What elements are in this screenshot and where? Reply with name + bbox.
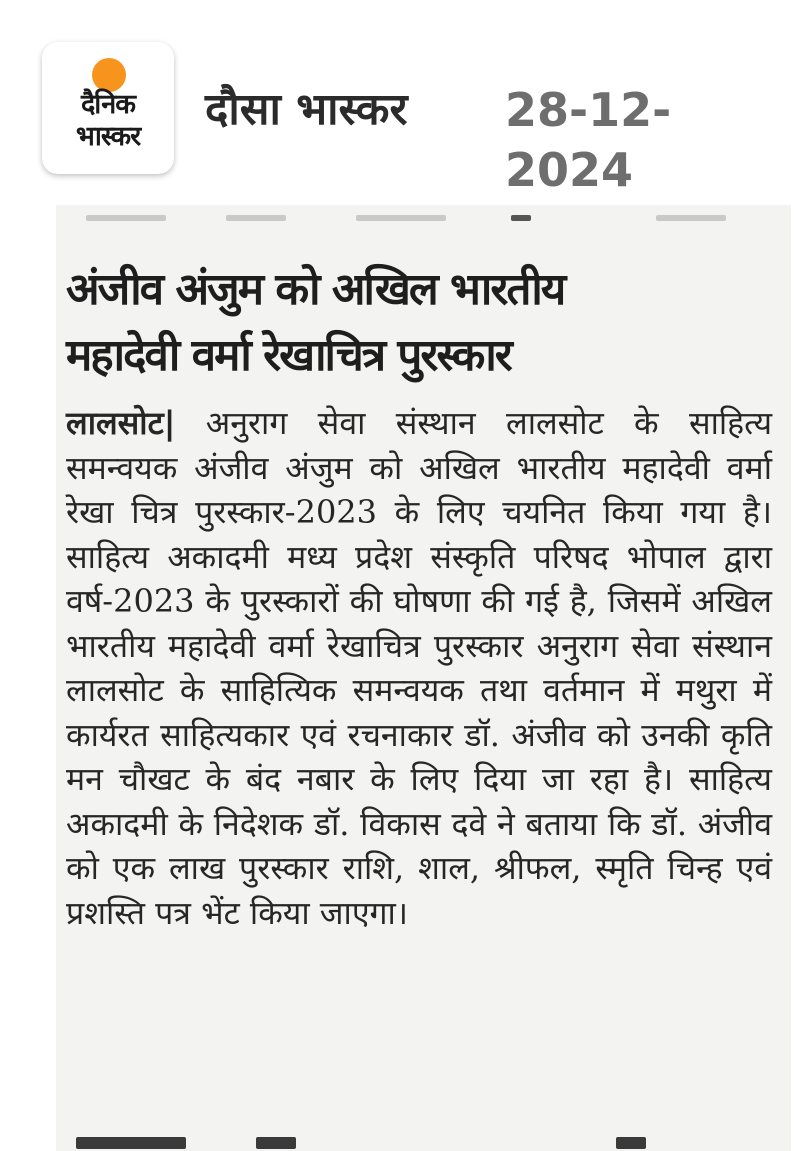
edition-name: दौसा भास्कर bbox=[205, 84, 408, 135]
article-headline bbox=[66, 257, 786, 389]
article-body-text: अनुराग सेवा संस्थान लालसोट के साहित्य समन्वयक अंजीव अंजुम को अखिल भारतीय महादेवी वर्मा रेखा चित्र पुरस्कार-2023 के लिए चयनित किया गया है। साहित्य अकादमी मध्य प्रदेश संस्कृति परिषद भोपाल द्वारा वर्ष-2023 के पुरस्कारों की घोषणा की गई है, जिसमें अखिल भारतीय महादेवी वर्मा रेखाचित्र पुरस्कार अनुराग सेवा संस्थान लालसोट के साहित्यिक समन्वयक तथा वर्तमान में मथुरा में कार्यरत साहित्यकार एवं रचनाकार डॉ. अंजीव को उनकी कृति मन चौखट के बंद नबार के लिए दिया जा रहा है। साहित्य अकादमी के निदेशक डॉ. विकास दवे ने बताया कि डॉ. अंजीव को एक लाख पुरस्कार राशि, शाल, श्रीफल, स्मृति चिन्ह एवं प्रशस्ति पत्र भेंट किया जाएगा। bbox=[66, 404, 772, 932]
logo-text-line2: भास्कर bbox=[75, 121, 141, 152]
newspaper-clipping bbox=[56, 205, 791, 1151]
headline-line-1: अंजीव अंजुम को अखिल भारतीय bbox=[66, 264, 565, 315]
article-dateline: लालसोट| bbox=[66, 404, 176, 442]
article-body bbox=[66, 401, 772, 935]
logo-text-line1: दैनिक bbox=[80, 89, 136, 120]
headline-line-2: महादेवी वर्मा रेखाचित्र पुरस्कार bbox=[66, 330, 511, 381]
header bbox=[0, 0, 799, 205]
cut-text-residue-top bbox=[56, 209, 791, 225]
sun-icon bbox=[92, 58, 126, 92]
edition-date: 28-12-2024 bbox=[505, 83, 672, 197]
dainik-bhaskar-logo[interactable] bbox=[42, 42, 174, 174]
cut-text-residue-bottom bbox=[56, 1133, 791, 1151]
